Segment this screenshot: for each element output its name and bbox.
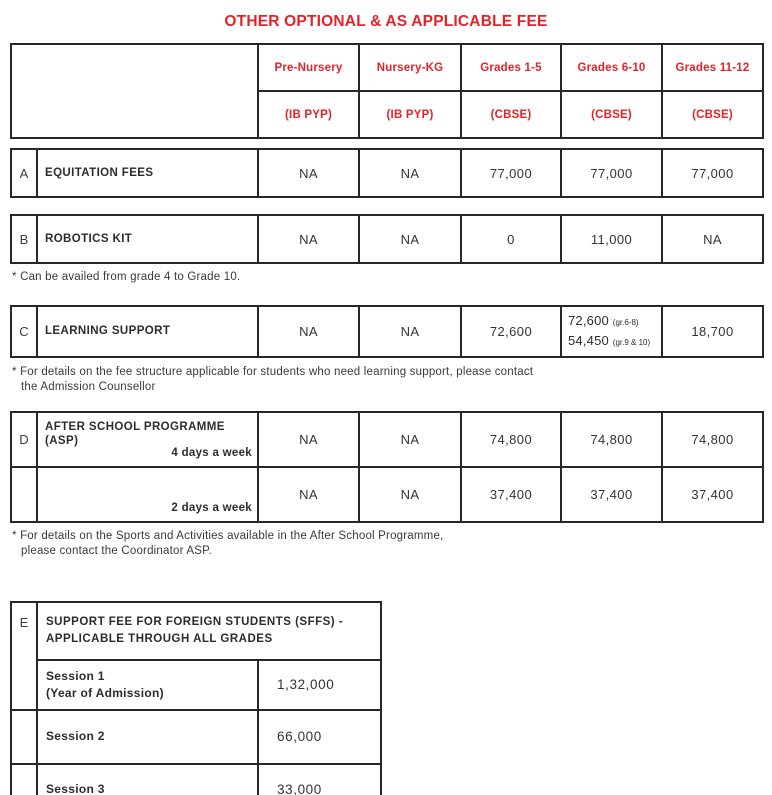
fee-value-cell: 18,700: [662, 306, 763, 357]
session-2-value: 66,000: [258, 710, 381, 764]
row-letter-a: A: [11, 149, 37, 197]
header-empty-cell: [11, 44, 258, 138]
fee-value-cell: NA: [258, 306, 359, 357]
session-1-value: 1,32,000: [258, 660, 381, 710]
table-row: [11, 602, 381, 660]
fee-value-cell: NA: [258, 215, 359, 263]
table-row: [11, 412, 763, 467]
fee-value-cell: NA: [359, 467, 461, 522]
fee-value-cell: NA: [258, 467, 359, 522]
row-letter-d: D: [11, 412, 37, 467]
row-letter-empty: [11, 467, 37, 522]
session-1-label: [37, 660, 258, 710]
row-label-asp: [37, 412, 258, 467]
footnote-asp: [10, 529, 772, 560]
fee-value-cell: 37,400: [662, 467, 763, 522]
fee-table-learning-support: [10, 305, 764, 358]
fee-value-cell: 77,000: [561, 149, 662, 197]
board-header-ib-pyp-1: (IB PYP): [258, 91, 359, 138]
fee-value-cell-split: [561, 306, 662, 357]
row-label-asp-2-days: [37, 467, 258, 522]
fee-value-gr9-10: 54,450: [568, 333, 609, 348]
row-letter-empty: [11, 710, 37, 764]
fee-value-cell: 74,800: [461, 412, 561, 467]
session-sublabel: (Year of Admission): [46, 685, 164, 700]
fee-value-cell: 37,400: [561, 467, 662, 522]
row-letter-c: C: [11, 306, 37, 357]
table-row: [11, 764, 381, 795]
fee-value-cell: 72,600: [461, 306, 561, 357]
table-row: [11, 467, 763, 522]
fee-value-cell: 74,800: [662, 412, 763, 467]
fee-table-equitation: [10, 148, 764, 198]
fee-value-cell: NA: [359, 215, 461, 263]
table-row: [11, 306, 763, 357]
footnote-line: * For details on the fee structure applicable for students who need learning support, please contact: [12, 365, 534, 378]
fee-note-gr6-8: (gr.6-8): [612, 317, 639, 327]
asp-variant-4-days: 4 days a week: [171, 446, 252, 459]
table-row: [11, 149, 763, 197]
row-label-robotics: ROBOTICS KIT: [37, 215, 258, 263]
row-letter-e: E: [11, 602, 37, 710]
sffs-header-line2: APPLICABLE THROUGH ALL GRADES: [46, 632, 273, 645]
fee-table-asp: [10, 411, 764, 523]
fee-note-gr9-10: (gr.9 & 10): [612, 338, 651, 347]
fee-table-sffs: [10, 601, 382, 795]
asp-variant-2-days: 2 days a week: [171, 501, 252, 514]
fee-value-cell: NA: [359, 306, 461, 357]
asp-label-line2: (ASP): [45, 435, 79, 448]
fee-value-cell: NA: [258, 412, 359, 467]
row-label-equitation: EQUITATION FEES: [37, 149, 258, 197]
board-header-cbse-1: (CBSE): [461, 91, 561, 138]
board-header-ib-pyp-2: (IB PYP): [359, 91, 461, 138]
col-header-grades-6-10: Grades 6-10: [561, 44, 662, 91]
board-header-cbse-2: (CBSE): [561, 91, 662, 138]
fee-value-cell: NA: [258, 149, 359, 197]
fee-value-cell: NA: [359, 149, 461, 197]
board-header-cbse-3: (CBSE): [662, 91, 763, 138]
fee-table-robotics: [10, 214, 764, 264]
col-header-grades-1-5: Grades 1-5: [461, 44, 561, 91]
footnote-line: the Admission Counsellor: [21, 381, 156, 393]
grade-header-table: [10, 43, 764, 139]
footnote-learning-support: [10, 365, 772, 396]
table-row: [11, 710, 381, 764]
sffs-header: [37, 602, 381, 660]
row-letter-empty: [11, 764, 37, 795]
fee-value-gr6-8: 72,600: [568, 312, 609, 328]
footnote-robotics: * Can be availed from grade 4 to Grade 10.: [12, 271, 241, 283]
fee-value-cell: 77,000: [461, 149, 561, 197]
col-header-nursery-kg: Nursery-KG: [359, 44, 461, 91]
col-header-grades-11-12: Grades 11-12: [662, 44, 763, 91]
asp-label-line1: AFTER SCHOOL PROGRAMME: [45, 420, 225, 433]
session-3-value: 33,000: [258, 764, 381, 795]
row-label-learning-support: LEARNING SUPPORT: [37, 306, 258, 357]
fee-value-cell: 74,800: [561, 412, 662, 467]
footnote-line: * For details on the Sports and Activities available in the After School Programme,: [12, 529, 444, 542]
row-letter-b: B: [11, 215, 37, 263]
sffs-header-line1: SUPPORT FEE FOR FOREIGN STUDENTS (SFFS) -: [46, 615, 344, 628]
session-3-label: Session 3: [37, 764, 258, 795]
fee-value-cell: NA: [662, 215, 763, 263]
fee-value-cell: NA: [359, 412, 461, 467]
session-label-line: Session 1: [46, 669, 105, 684]
fee-value-cell: 11,000: [561, 215, 662, 263]
page-title: OTHER OPTIONAL & AS APPLICABLE FEE: [224, 13, 548, 30]
footnote-line: please contact the Coordinator ASP.: [21, 545, 212, 557]
fee-value-cell: 0: [461, 215, 561, 263]
col-header-pre-nursery: Pre-Nursery: [258, 44, 359, 91]
table-row: [11, 215, 763, 263]
fee-value-cell: 37,400: [461, 467, 561, 522]
session-2-label: Session 2: [37, 710, 258, 764]
grade-header-row: [11, 44, 763, 91]
fee-value-cell: 77,000: [662, 149, 763, 197]
table-row: [11, 660, 381, 710]
